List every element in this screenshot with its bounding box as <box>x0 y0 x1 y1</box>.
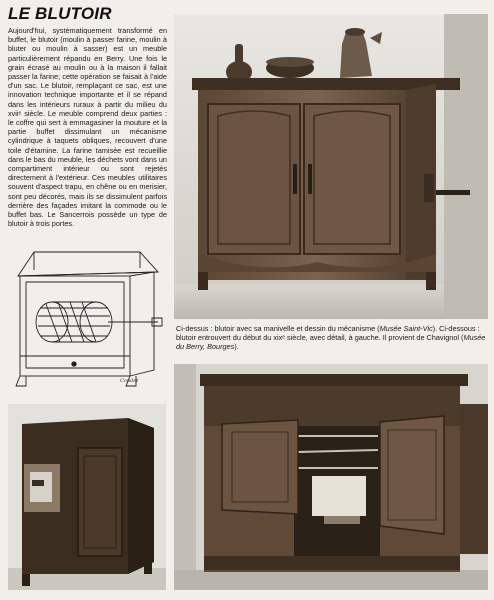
drawing-signature: Coudet <box>120 378 139 384</box>
page-title: LE BLUTOIR <box>8 4 112 23</box>
photo-caption <box>176 324 488 351</box>
caption-museum-1: Musée Saint-Vic <box>379 324 433 333</box>
photo-blutoir-open <box>174 364 488 590</box>
article-body: Aujourd'hui, systématiquement transformé en buffet, le blutoir (moulin à passer farine, moulin à bluter ou moulin à sasser) est un meuble particulièrement répandu en Berry. Une fois le grain écrasé au moulin ou à la maison il fallait passer la farine; cette opération se faisait à l'aide d'un sac. Le blutoir, remplaçant ce sac, est une innovation technique importante et il se répand dans les intérieurs ruraux à partir du milieu du xviiᵉ siècle. Le meuble comprend deux parties : le coffre qui sert à emmagasiner la mouture et la partie buffet dissimulant un mécanisme cylindrique à taquets obliques, recouvert d'une toile d'étamine. La farine tamisée est recueillie dans le bas du meuble, les déchets vont dans un compartiment intérieur ou sont rejetés directement à l'extérieur. Ces meubles utilitaires souvent d'aspect trapu, en chêne ou en merisier, sont peu décorés, mais ils se dissimulent parfois derrière des façades imitant la commode ou le buffet bas. Le Sancerrois possède un type de blutoir à trois portes. <box>8 26 167 229</box>
caption-museum-2: Musée du Berry, Bourges <box>176 333 486 351</box>
mechanism-drawing <box>12 246 164 392</box>
caption-text-3: ). <box>234 342 239 351</box>
caption-text-2: ). Ci-dessous : blutoir entrouvert du début du xixᵉ siècle, avec détail, à gauche. Il provient de Chavignol ( <box>176 324 480 342</box>
photo-blutoir-detail <box>8 404 166 590</box>
caption-text-1: Ci-dessus : blutoir avec sa manivelle et dessin du mécanisme ( <box>176 324 380 333</box>
photo-blutoir-buffet <box>174 14 488 319</box>
